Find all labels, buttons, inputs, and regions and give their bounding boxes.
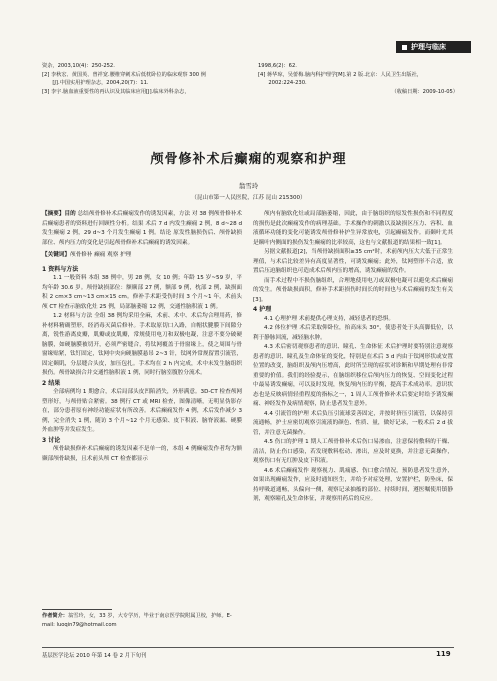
paragraph: 1.2 材料与方法 全组 38 例均采用全麻，术前、术中、术后均合理用药，修补材料精确塑形，经消毒灭菌后修补。手术取原切口入路，自帽状腱膜下间隙分离，锐性游离皮瓣，肌瓣或皮肌瓣，常规使用电刀和双极电凝，注意不要分破硬脑膜，如硬脑膜被切开，必须严密缝合，将钛网覆盖于骨窗缘上，使之周围与骨窗缘贴紧，钛钉固定，钛网中央向硬脑膜悬吊 2~3 针，钛网外常规留置引流管，固定颞肌，分层缝合头皮，加压包扎。手术均在 2 h 内完成，术中未发生脑组织损伤。颅骨缺损合并交通性脑积液 1 例，同时行脑室腹腔分流术。: [42, 313, 242, 376]
abstract: [42, 210, 242, 248]
footnote-text: 翁雪玲，女，33 岁，大专学历，毕业于南京医学院附属卫校，护师。E-mail: luoqin79@hotmail.com: [42, 613, 232, 628]
footer-rule: [42, 647, 454, 648]
reference-line: 2002:224-230.: [258, 80, 307, 87]
reference-line: [2] 李秋宏、黄国英、曾祥宽.腰椎穿刺术后低枕卧位的临床观察 300 例: [42, 71, 206, 78]
section-tag-label: 护理与临床: [411, 43, 446, 51]
reference-line: [3] 李宇.脑血液重要性的再认识及其临床应用[J].临床外科杂志，: [42, 88, 190, 95]
paragraph: 4.5 伤口的护理 1 期人工颅骨修补术后伤口易渗血，注意保持敷料的干燥、清洁，防止伤口感染，若发现敷料松动、渗出，应及时更换，并注意无菌操作，观察伤口有无红肿及皮下积液。: [253, 439, 453, 464]
references-left: [42, 62, 252, 96]
reference-line: 1998,6(2)：62.: [258, 63, 297, 69]
square-icon: [402, 45, 407, 50]
section-heading: 2 结果: [42, 379, 61, 387]
paragraph: 4.1 心理护理 术前提供心理支持，减轻患者的恐惧。: [264, 315, 394, 322]
left-column: [42, 210, 242, 464]
affiliation: （昆山市第一人民医院，江苏 昆山 215300）: [191, 195, 306, 201]
paragraph: 4.2 体位护理 术后采取仰卧位，抬高床头 30°，使患者处于头高脚低位，以利于静脉回流，减轻脑水肿。: [253, 325, 453, 341]
keywords-label: 【关键词】: [42, 252, 70, 258]
paragraph: 4.4 引流管的护理 术后负压引流球妥善固定，并按时挤压引流管，以保持引流通畅，护士应密切观察引流液的颜色、性质、量，做好记录，一般术后 2 d 拔管，并注意无菌操作。: [253, 410, 453, 436]
paragraph: 颅骨缺损修补术后癫痫的诱发因素不是单一的，本组 4 例癫痫发作者均为额颞部颅骨缺损，且术前头颅 CT 检查都显示: [42, 446, 242, 462]
paragraph: 4.3 术后密切观察患者的意识、瞳孔、生命体征 术后护理时要特别注意观察患者的意识、瞳孔及生命体征的变化，特别是在术后 3 d 内由于钛网形状或安置位置的改变，脑组织及颅内压增高，此时所呈现的症状对诊断和早期处理有非常重要的价值。我们的经验提示，在脑组织移位后颅内压力的恢复、空间变化过程中最易诱发癫痫，可以及时发现，恢复颅内压的平衡，提高手术成功率。意识状态也是反映病情轻重程度的指标之一，1 周人工颅骨修补术后要定时给予诱发癫痫、神经发作及病情观察，防止患者发生意外。: [253, 344, 453, 407]
reference-line: 资杂，2003,10(4)：250-252.: [42, 63, 115, 69]
received-date: （收稿日期：2009-10-05）: [391, 88, 458, 95]
paragraph: 而手术过程中不损伤脑组织，合理地使用电刀或双极电凝可以避免术后癫痫的发生。颅骨缺损面积，修补手术距损伤时间长的时间也与术后癫痫的发生有关[3]。: [253, 277, 453, 303]
author: 翁雪玲: [238, 182, 259, 190]
right-column: [253, 210, 453, 505]
journal-footer: 基层医学论坛 2010 年第 14 卷 2 月下旬刊: [42, 653, 147, 659]
paragraph: 1.1 一般资料 本组 38 例中，男 28 例，女 10 例；年龄 15 岁~59 岁，平均年龄 30.6 岁。颅骨缺损部位：额颞部 27 例，额部 9 例，枕部 2 例，缺损面积 2 cm×3 cm~13 cm×15 cm。修补手术距受伤时间 3 个月~1 年，术前头颅 CT 检查示脑软化灶 25 例，局部脑萎缩 12 例，交通性脑积液 1 例。: [42, 275, 242, 310]
abstract-text: 总结颅骨修补术后癫痫发作的诱发因素，方法 对 38 例颅骨修补术后癫痫患者的资料进行回顾性分析。结果 术后 7 d 内发生癫痫 2 例，8 d~28 d 发生癫痫 2 例，29 d~3 个月发生癫痫 1 例。结论 原发性脑损伤后、颅骨缺损部位、颅内压力的变化是引起颅骨修补术后癫痫的诱发因素。: [42, 211, 242, 246]
page-number: 119: [436, 650, 451, 658]
paragraph: 全部病例均 1 期愈合，术后局部头皮凹陷消失，外形满意。3D-CT 检查颅网塑形好，与颅骨贴合紧密。38 例行 CT 或 MRI 检查，图像清晰，无明显伪影存在，部分患者原有神经功能症状有所改善。术后癫痫发作 4 例，术后发作减少 3 例，完全消失 1 例，随访 3 个月~12 个月无感染、皮下积液、脑脊液漏、硬膜外血肿等并发症发生。: [42, 389, 242, 433]
article-title: 颅骨修补术后癫痫的观察和护理: [150, 152, 347, 167]
reference-line: [4] 蒋华琼，吴蕾梅.脑内科护理学[M].第 2 版.北京：人民卫生出版社，: [258, 71, 422, 78]
abstract-label: 【摘要】目的: [42, 211, 76, 217]
paragraph: 另据文献报道[2]，当颅骨缺损面积≥35 cm²时，术前颅内压大大低于正常生理值，与术后比较差异有高度显著性，可诱发癫痫；此外，钛网塑形不合适，放置后压迫脑组织也可造成术后颅内压的增高，诱发癫痫的发作。: [253, 249, 453, 274]
section-heading: 4 护理: [253, 306, 272, 313]
keywords: [42, 251, 242, 261]
footnote-rule: [42, 609, 112, 610]
keywords-text: 颅骨修补 癫痫 观察 护理: [69, 252, 132, 258]
paragraph: 颅内有脑软化灶或局部脑萎缩，因此，由于脑组织的原发性损伤和不同程度的损伤是此次癫痫发作的病理基础。手术操作的刺激以及缺损区压力、容积、血液循环功能的变化可能诱发颅骨修补护生异常放电，引起癫痫发作。而颞叶尤其是颞叶内侧面的损伤发生癫痫的比率较高，这也与文献报道的结果相一致[1]。: [253, 211, 453, 246]
footnote-label: 作者简介：: [42, 613, 68, 619]
paragraph: 4.6 术后癫痫发作 观察视力、肌痛感、伤口愈合情况，预防患者发生意外，如果出现癫痫发作，应及时通知医生，并给予对症处理，安置护栏，防坠床，保持呼吸道通畅，头偏向一侧，观察记录抽搐的部位、持续时间，遵医嘱使用镇静剂，观察瞳孔及生命体征，并观察用药后的反应。: [253, 467, 453, 502]
section-heading: 1 资料与方法: [42, 265, 79, 273]
section-heading: 3 讨论: [42, 436, 61, 444]
reference-line: [J].中国实用护理杂志，2004,20(7)：11.: [42, 80, 149, 87]
footnote: [42, 612, 242, 629]
section-tag: [396, 41, 471, 53]
references-right: [258, 62, 458, 96]
